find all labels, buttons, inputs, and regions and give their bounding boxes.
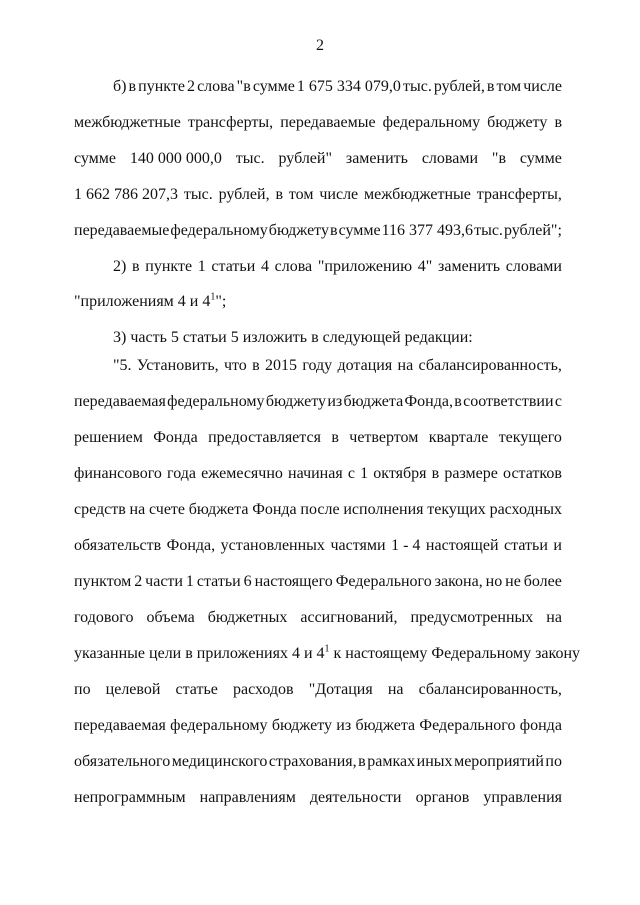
word: передаваемые [280,114,376,131]
word: по [545,753,562,770]
word: на [387,681,404,698]
word: с [554,393,562,410]
word: передаваемые [74,222,170,239]
word: Фонда [153,429,198,446]
word: средств [74,501,126,518]
word: установленных [220,537,325,554]
text-line [113,77,562,97]
word: слова [274,258,313,275]
word: бюджета [188,501,249,518]
word: пунктом [74,573,132,590]
word: в [431,465,440,482]
word: "5. [113,357,132,374]
word: медицинского [171,753,268,770]
word: федеральному [170,717,268,734]
word: межбюджетные [74,114,181,131]
text-line [74,113,562,133]
word: числе [523,78,562,95]
text-run: "приложениям 4 и 4 [74,293,211,310]
word: сумме [252,78,295,95]
word: страхования, [268,753,357,770]
word: сумме [338,222,381,239]
word: тыс. [183,186,213,203]
word: 1 662 786 207,3 [74,186,178,203]
word: предусмотренных [410,609,534,626]
text-line [74,292,562,312]
word: 2015 [265,357,297,374]
word: б) [113,78,127,95]
word: передаваемая [74,393,166,410]
word: Федерального [335,573,432,590]
word: в [331,429,339,446]
word: статьи [196,573,241,590]
word: 140 000 000,0 [129,150,222,167]
text-line [74,788,562,808]
word: исполнения [343,501,424,518]
text-line [74,221,562,241]
text-line [74,572,562,592]
word: годового [74,609,134,626]
word: октября [373,465,427,482]
superscript: 1 [210,291,216,303]
text-run: указанные цели в приложениях 4 и 4 [74,645,325,662]
word: бюджету [265,393,327,410]
word: не [505,573,521,590]
word: частями [330,537,386,554]
word: на [397,357,414,374]
word: числе [319,186,359,203]
text-line [74,608,562,628]
word: остатков [503,465,562,482]
text-line [74,392,562,412]
text-line [74,149,562,169]
word: иных [416,753,453,770]
word: из [327,393,343,410]
text-line [74,680,562,700]
word: органов [415,789,470,806]
word: федеральному [167,393,265,410]
word: "в [236,78,251,95]
word: "Дотация [308,681,373,698]
word: в [252,357,260,374]
text-line [74,716,562,736]
text-line [74,500,562,520]
word: на [129,501,146,518]
word: "приложению [317,258,413,275]
word: мероприятий [454,753,544,770]
word: дотация [337,357,393,374]
word: четвертом [349,429,419,446]
word: передаваемая [74,717,166,734]
word: года [167,465,196,482]
word: бюджетных [207,609,288,626]
word: году [302,357,333,374]
word: в [358,753,366,770]
line-text [113,328,473,348]
word: тыс. [402,78,432,95]
word: в [554,114,562,131]
word: 4 [260,258,269,275]
word: соответствии [463,393,554,410]
word: расходных [489,501,562,518]
page-number: 2 [316,37,324,54]
word: квартале [428,429,489,446]
word: 4" [417,258,433,275]
word: словами [505,258,562,275]
superscript: 1 [324,643,330,655]
word: статьи [211,258,256,275]
word: решением [74,429,143,446]
text-line [113,356,562,376]
text-run: 3) часть 5 статьи 5 изложить в следующей редакции: [113,329,473,346]
word: рублей"; [503,222,562,239]
word: предоставляется [208,429,321,446]
word: фонда [519,717,562,734]
word: в [486,78,495,95]
text-line [74,428,562,448]
word: ассигнований, [300,609,398,626]
text-line [74,536,562,556]
word: но [485,573,503,590]
word: Фонда [252,501,297,518]
word: счете [148,501,186,518]
word: бюджета [343,393,404,410]
text-line [113,257,562,277]
word: деятельности [309,789,402,806]
text-line [74,464,562,484]
word: направлениям [199,789,296,806]
word: бюджета [355,717,416,734]
word: бюджету [271,717,332,734]
word: непрограммным [74,789,186,806]
word: настоящей [425,537,499,554]
word: межбюджетные [364,186,471,203]
word: начиная [288,465,343,482]
word: по [74,681,91,698]
word: текущих [427,501,486,518]
word: части [145,573,183,590]
word: обязательств [74,537,162,554]
line-text [74,292,226,312]
word: после [300,501,340,518]
word: статье [175,681,218,698]
word: на [546,609,562,626]
word: трансферты, [187,114,274,131]
word: рублей, [433,78,485,95]
word: Фонда, [166,537,216,554]
word: 2) [113,258,127,275]
word: в [128,78,137,95]
word: 1 - 4 [391,537,421,554]
text-line [74,643,581,664]
word: сумме [519,150,562,167]
word: статьи [504,537,548,554]
word: рублей" [278,150,332,167]
line-text [74,644,580,664]
word: Федерального [419,717,516,734]
word: с [347,465,355,482]
word: в [329,222,338,239]
text-line [74,752,562,772]
word: бюджету [487,114,548,131]
word: Фонда, [404,393,453,410]
word: трансферты, [476,186,562,203]
text-line [113,328,562,348]
word: финансового [74,465,162,482]
word: в [275,186,283,203]
word: рамках [367,753,416,770]
word: том [496,78,522,95]
word: том [288,186,314,203]
word: тыс. [474,222,503,239]
word: сбалансированность, [418,681,562,698]
word: объема [146,609,195,626]
word: целевой [105,681,161,698]
word: в [132,258,140,275]
word: сумме [74,150,117,167]
word: заменить [438,258,501,275]
text-run: "; [215,293,227,310]
word: расходов [232,681,294,698]
word: бюджету [268,222,329,239]
word: 2 [187,78,195,95]
word: слова [197,78,235,95]
word: из [336,717,352,734]
word: сбалансированность, [418,357,562,374]
word: что [223,357,247,374]
word: 1 [197,258,206,275]
word: Установить, [136,357,219,374]
word: 1 [360,465,369,482]
word: и [553,537,562,554]
word: 1 [185,573,194,590]
word: "в [491,150,506,167]
word: 1 675 334 079,0 [296,78,401,95]
word: 6 [243,573,252,590]
word: тыс. [235,150,265,167]
text-run: к настоящему Федеральному закону [329,645,581,662]
word: рублей, [218,186,270,203]
word: управления [483,789,562,806]
word: более [523,573,562,590]
word: закона, [434,573,483,590]
word: словами [421,150,479,167]
word: 2 [134,573,143,590]
word: ежемесячно [201,465,283,482]
word: в [454,393,462,410]
text-line [74,185,562,205]
word: федеральному [170,222,268,239]
word: федеральному [382,114,481,131]
word: заменить [345,150,408,167]
word: текущего [498,429,562,446]
word: настоящего [254,573,333,590]
word: пункте [138,78,185,95]
word: 116 377 493,6 [381,222,474,239]
word: пункте [145,258,193,275]
word: обязательного [74,753,171,770]
word: размере [444,465,498,482]
